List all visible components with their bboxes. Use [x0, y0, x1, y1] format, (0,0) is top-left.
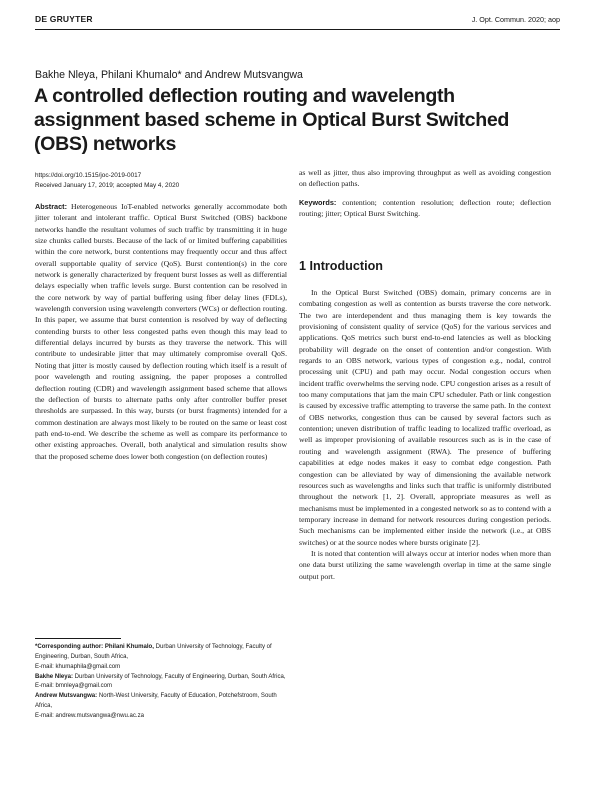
abstract-column	[35, 201, 287, 462]
abstract-text-cont: as well as jitter, thus also improving throughput as well as avoiding congestion on deflection paths.	[299, 168, 551, 189]
corresponding-author-email[interactable]: E-mail: khumaphila@gmail.com	[35, 663, 121, 670]
footnotes	[35, 643, 291, 722]
publisher-logo: DE GRUYTER	[35, 14, 93, 24]
corresponding-author-affiliation: Durban University of Technology, Faculty of Engineering, Durban, South Africa,	[35, 644, 272, 660]
doi-link[interactable]: https://doi.org/10.1515/joc-2019-0017	[35, 172, 142, 179]
abstract-text: Heterogeneous IoT-enabled networks generally accommodate both jitter tolerant and intolerant traffic. Optical Burst Switched (OBS) backbone networks handle the resultant volumes of such traffic by transmitting it in huge size chunks called bursts. Because of the lack of or limited buffering capabilities within the core network, burst contentions may frequently occur and thus affect overall supportable quality of service (QoS). Burst contention(s) in the core network is generally characterized by frequent burst losses as well as differential delays especially when traffic levels surge. Burst contention can be resolved in the core network by way of partial buffering using fiber delay lines (FDLs), wavelength conversion using wavelength converters (WCs) or deflection routing. In this paper, we assume that burst contention is resolved by way of deflecting contending bursts to other less congested paths even though this may lead to differential delays incurred by bursts as they traverse the network. This will contribute to undesirable jitter that may ultimately compromise overall QoS. Noting that jitter is mostly caused by deflection routing which itself is a result of poor wavelength and routing assigning, the paper proposes a controlled deflection routing (CDR) and wavelength assignment based scheme that allows the deflection of bursts to alternate paths only after controller buffer preset thresholds are surpassed. In this way, bursts (or burst fragments) intended for a common destination are always most likely to be routed on the same or least cost path end-to-end. We describe the scheme as well as compare its performance to other existing approaches. Overall, both analytical and simulation results show that the proposed scheme does lower both congestion (on deflection routes)	[35, 202, 287, 461]
keywords-label: Keywords:	[299, 197, 337, 207]
author-2-affiliation: North-West University, Faculty of Education, Potchefstroom, South Africa,	[35, 693, 277, 710]
footnote-rule	[35, 638, 121, 639]
abstract-label: Abstract:	[35, 202, 68, 211]
author-list: Bakhe Nleya, Philani Khumalo* and Andrew Mutsvangwa	[35, 69, 303, 81]
header-rule	[35, 29, 560, 30]
section-heading-introduction: 1 Introduction	[299, 259, 383, 273]
keywords-text: contention; contention resolution; deflection route; deflection routing; jitter; Optical Burst Switching.	[299, 197, 552, 219]
author-1-label: Bakhe Nleya:	[35, 673, 73, 680]
corresponding-author-label: *Corresponding author: Philani Khumalo,	[35, 644, 154, 650]
author-2-label: Andrew Mutsvangwa:	[35, 693, 98, 700]
received-dates: Received January 17, 2019; accepted May 4, 2020	[35, 182, 180, 189]
introduction-paragraph-2: It is noted that contention will always occur at interior nodes when more than one data burst utilizing the same wavelength overlap in time at the same single output port.	[299, 548, 551, 581]
article-title: A controlled deflection routing and wavelength assignment based scheme in Optical Burst Switched (OBS) networks	[34, 85, 510, 155]
journal-reference: J. Opt. Commun. 2020; aop	[471, 15, 560, 24]
introduction-body	[299, 287, 551, 582]
abstract-continued	[299, 167, 551, 219]
author-1-affiliation: Durban University of Technology, Faculty of Engineering, Durban, South Africa, E-mail: bmnleya@gmail.com	[35, 673, 286, 690]
author-2-email[interactable]: E-mail: andrew.mutsvangwa@nwu.ac.za	[35, 712, 144, 719]
introduction-paragraph-1: In the Optical Burst Switched (OBS) domain, primary concerns are in combating congestion as well as contention as bursts traverse the core network. The two are interdependent and thus managing them is key towards the provisioning of consistent quality of service (QoS) for the various services and applications. QoS metrics such burst end-to-end latencies as well as blocking probability will degrade on the onset of contention and/or congestion. With regards to an OBS network, various types of congestion e.g., nodal, control processing unit (CPU) and path may occur. Nodal congestion occurs when incident traffic overwhelms the serving node. CPU congestion arises as a result of too many computations that jam the main CPU scheduler. Path or link congestion is caused by excessive traffic attempting to traverse the same path. In the context of OBS networks, congestion thus can be caused by several factors such as contention; uneven distribution of traffic leading to localized traffic overload, as well as improper provisioning of available resources such as is in the case of routing and wavelength assignment (RWA). The presence of buffering capabilities at edge nodes makes it easy to combat edge congestion. Path congestion can be alleviated by way of dimensioning the available network resources such as wavelengths and links such that traffic is uniformly distributed throughout the network [1, 2]. Overall, appropriate measures as well as mechanisms must be implemented in a congested network so as to contend with a temporary increase in demand for network resources during congestion periods. Such mechanisms can be implemented either inside the network (i.e., at OBS switches) or at the source nodes where bursts originate [2].	[299, 288, 551, 547]
